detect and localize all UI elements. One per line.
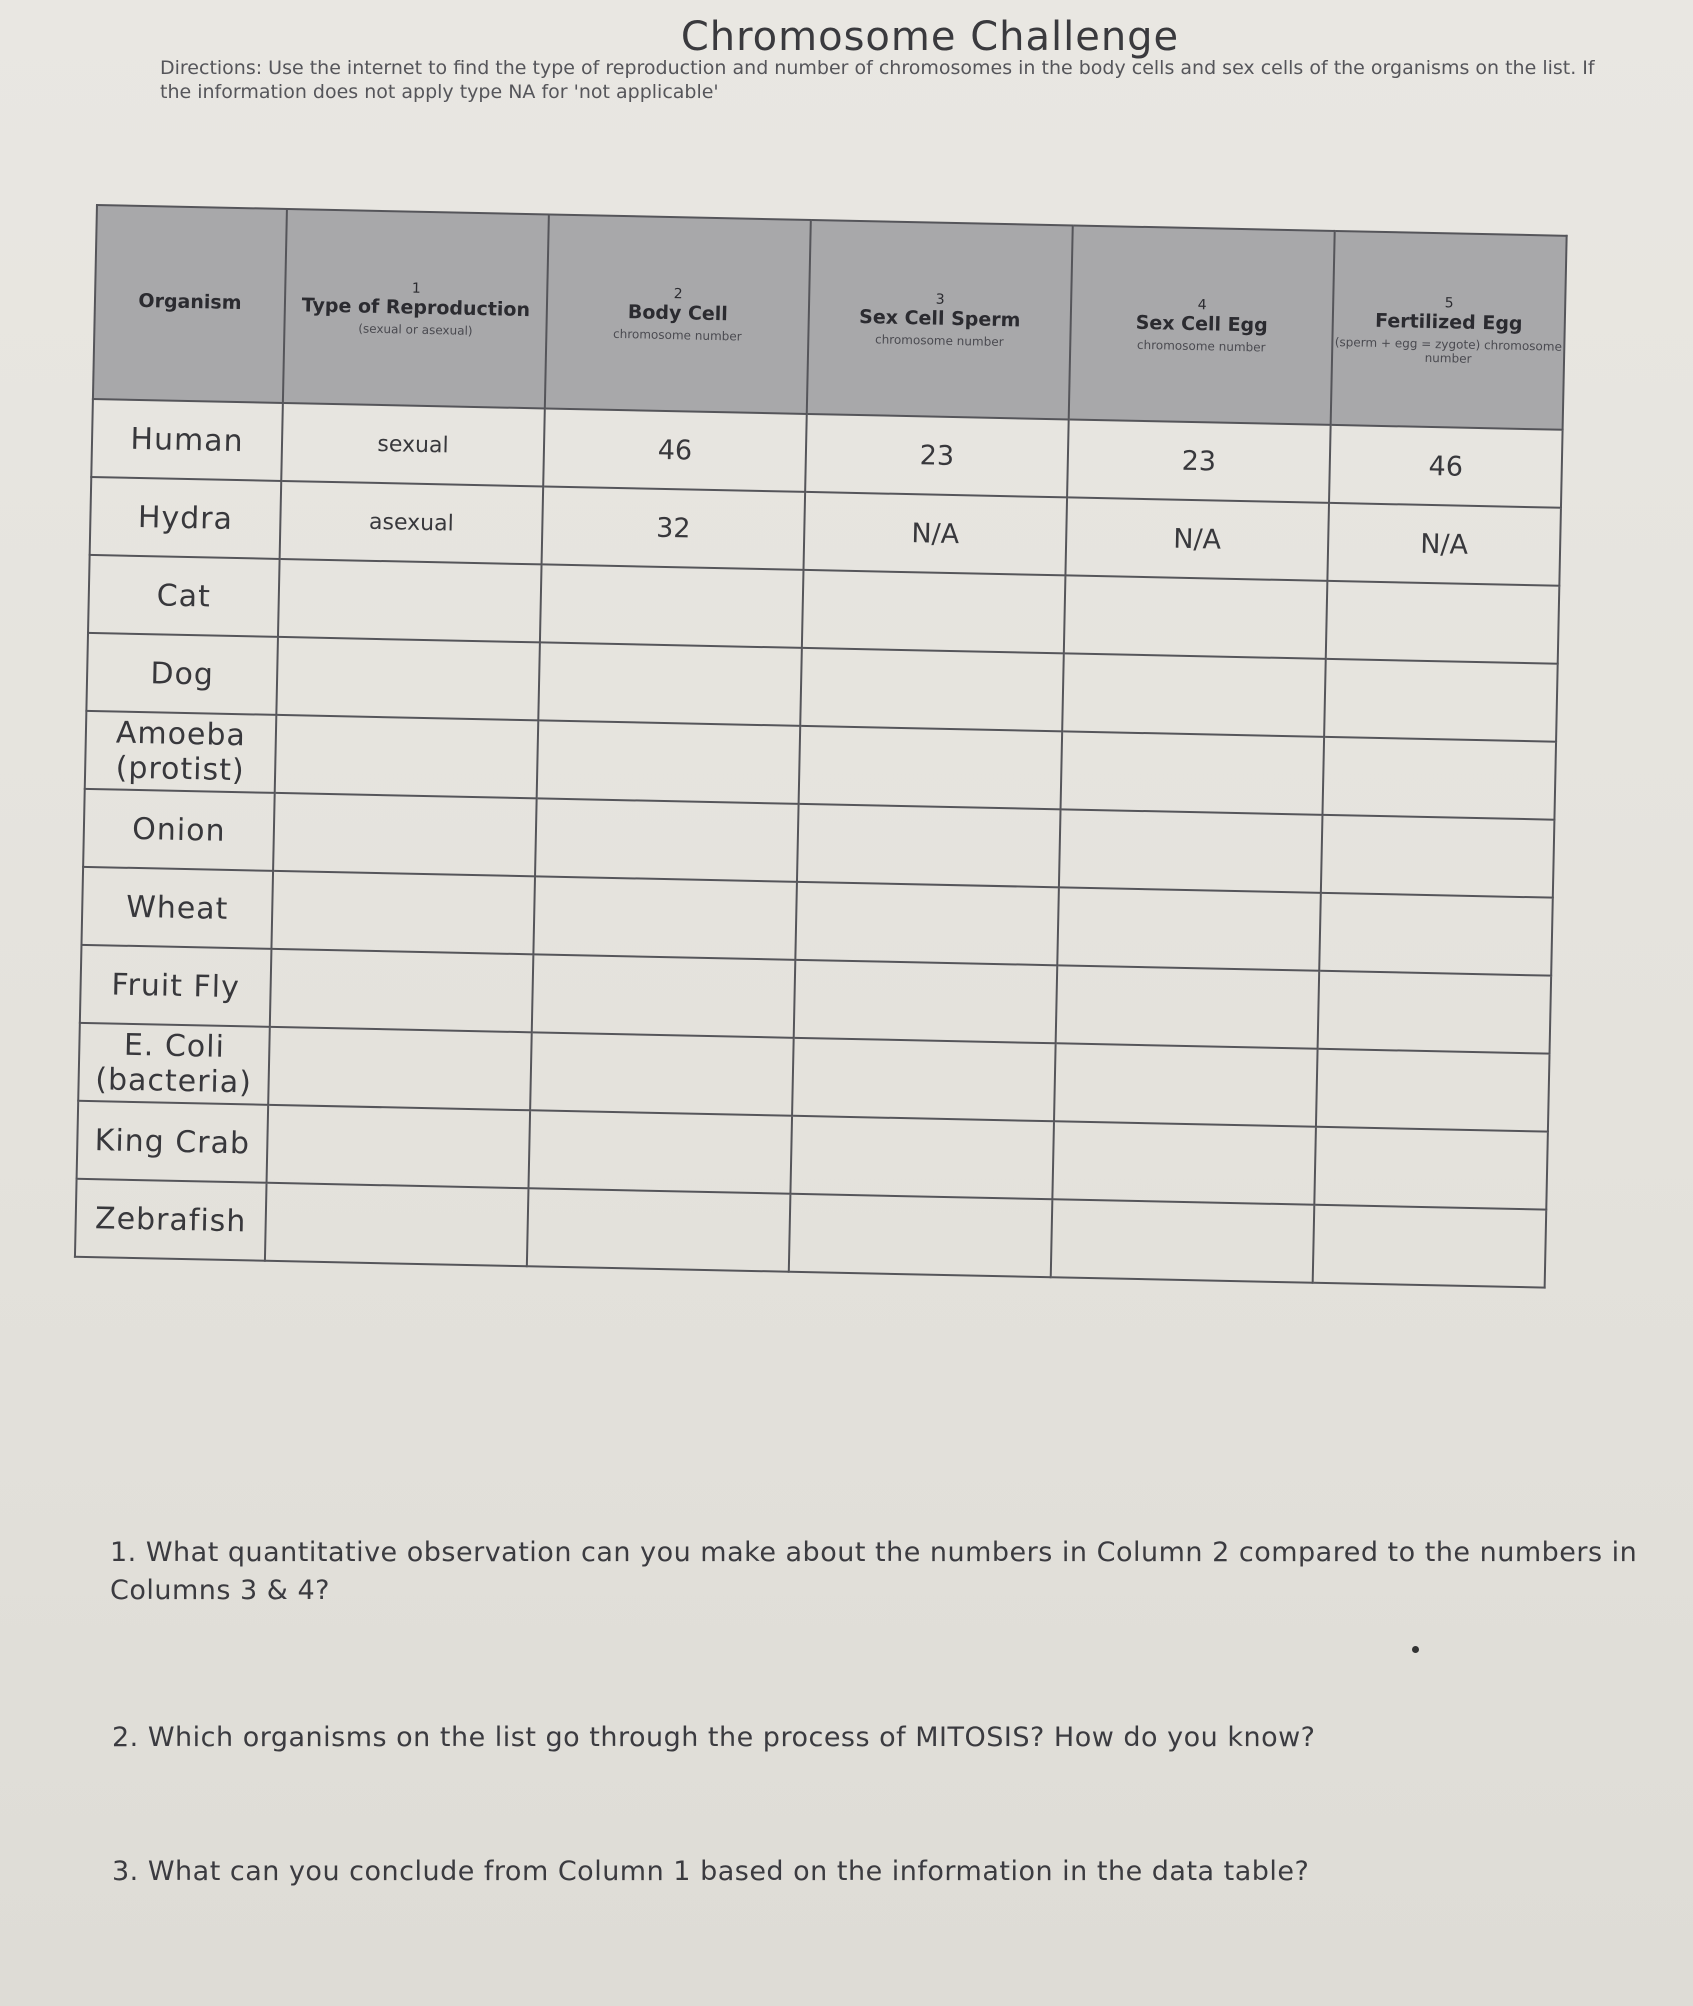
sperm-cell [799, 726, 1063, 809]
body-cell [537, 720, 801, 803]
column-header-4 [1069, 225, 1335, 424]
egg-cell [1062, 653, 1326, 736]
body-cell [535, 798, 799, 881]
zygote-cell [1324, 659, 1558, 742]
page-title: Chromosome Challenge [680, 14, 1180, 60]
column-sublabel: chromosome number [874, 332, 1004, 350]
column-label: Fertilized Egg [1374, 309, 1523, 335]
body-cell [528, 1110, 792, 1193]
organism-cell: Fruit Fly [80, 945, 272, 1027]
sperm-cell [797, 804, 1061, 887]
column-label: Type of Reproduction [301, 294, 531, 322]
zygote-cell [1318, 971, 1552, 1054]
body-cell: 46 [543, 408, 807, 491]
sperm-cell [794, 960, 1058, 1043]
data-table-wrapper [69, 204, 1566, 1535]
body-cell [538, 642, 802, 725]
egg-cell [1056, 965, 1320, 1048]
sperm-cell: 23 [805, 414, 1069, 497]
header-row [93, 205, 1567, 430]
column-header-3 [807, 220, 1073, 419]
column-label: Sex Cell Sperm [858, 306, 1021, 332]
reproduction-cell [268, 1027, 532, 1110]
body-cell: 32 [542, 486, 806, 569]
table-body [75, 399, 1563, 1288]
sperm-cell [802, 570, 1066, 653]
zygote-cell [1313, 1205, 1547, 1288]
sperm-cell [792, 1038, 1056, 1121]
zygote-cell [1322, 737, 1556, 820]
column-label: Organism [138, 289, 242, 315]
body-cell [533, 876, 797, 959]
egg-cell [1052, 1121, 1316, 1204]
column-number: 4 [1197, 297, 1207, 314]
zygote-cell: N/A [1327, 503, 1561, 586]
body-cell [532, 954, 796, 1037]
organism-cell: Cat [88, 555, 280, 637]
column-sublabel: (sexual or asexual) [358, 321, 473, 338]
organism-cell: Amoeba (protist) [85, 711, 277, 793]
zygote-cell: 46 [1329, 425, 1563, 508]
egg-cell: 23 [1067, 419, 1331, 502]
reproduction-cell [275, 715, 539, 798]
organism-cell: E. Coli (bacteria) [78, 1023, 270, 1105]
sperm-cell [790, 1116, 1054, 1199]
egg-cell [1054, 1043, 1318, 1126]
directions-text: Directions: Use the internet to find the type of reproduction and number of chromosomes in the body cells and sex cells of the organisms on the list. If the information does not apply type NA for 'not applicable' [160, 57, 1595, 103]
reproduction-cell: sexual [281, 403, 545, 486]
pen-mark [1412, 1646, 1419, 1653]
organism-cell: Human [91, 399, 283, 481]
organism-cell: Wheat [81, 867, 273, 949]
reproduction-cell [271, 871, 535, 954]
organism-cell: Hydra [90, 477, 282, 559]
body-cell [527, 1188, 791, 1271]
organism-cell: Zebrafish [75, 1179, 267, 1261]
reproduction-cell [267, 1105, 531, 1188]
question-1: 1. What quantitative observation can you make about the numbers in Column 2 compared to the numbers in Columns 3 & 4? [110, 1537, 1638, 1606]
column-sublabel: chromosome number [612, 326, 742, 344]
column-header-5 [1331, 231, 1567, 430]
question-2: 2. Which organisms on the list go through the process of MITOSIS? How do you know? [112, 1722, 1316, 1753]
sperm-cell [789, 1194, 1053, 1277]
zygote-cell [1319, 893, 1553, 976]
egg-cell [1057, 887, 1321, 970]
organism-cell: Dog [86, 633, 278, 715]
reproduction-cell [270, 949, 534, 1032]
column-label: Body Cell [627, 301, 729, 326]
column-header-1 [283, 209, 549, 408]
zygote-cell [1321, 815, 1555, 898]
column-number: 3 [935, 291, 945, 308]
egg-cell [1064, 575, 1328, 658]
column-number: 5 [1444, 295, 1454, 312]
zygote-cell [1314, 1127, 1548, 1210]
column-number: 2 [673, 286, 683, 303]
body-cell [530, 1032, 794, 1115]
reproduction-cell [278, 559, 542, 642]
organism-cell: Onion [83, 789, 275, 871]
sperm-cell [800, 648, 1064, 731]
reproduction-cell [273, 793, 537, 876]
column-label: Sex Cell Egg [1135, 311, 1268, 337]
reproduction-cell: asexual [280, 481, 544, 564]
column-header-2 [545, 214, 811, 413]
egg-cell: N/A [1065, 497, 1329, 580]
column-number: 1 [411, 280, 421, 297]
zygote-cell [1326, 581, 1560, 664]
egg-cell [1061, 731, 1325, 814]
body-cell [540, 564, 804, 647]
organism-cell: King Crab [77, 1101, 269, 1183]
chromosome-data-table [74, 204, 1568, 1289]
column-sublabel: (sperm + egg = zygote) chromosome number [1334, 334, 1563, 366]
reproduction-cell [265, 1183, 529, 1266]
egg-cell [1059, 809, 1323, 892]
column-sublabel [96, 315, 284, 319]
column-sublabel: chromosome number [1136, 337, 1266, 355]
zygote-cell [1316, 1049, 1550, 1132]
reproduction-cell [276, 637, 540, 720]
column-header-0 [93, 205, 287, 403]
sperm-cell: N/A [803, 492, 1067, 575]
question-3: 3. What can you conclude from Column 1 based on the information in the data table? [112, 1856, 1310, 1887]
sperm-cell [795, 882, 1059, 965]
egg-cell [1051, 1199, 1315, 1282]
